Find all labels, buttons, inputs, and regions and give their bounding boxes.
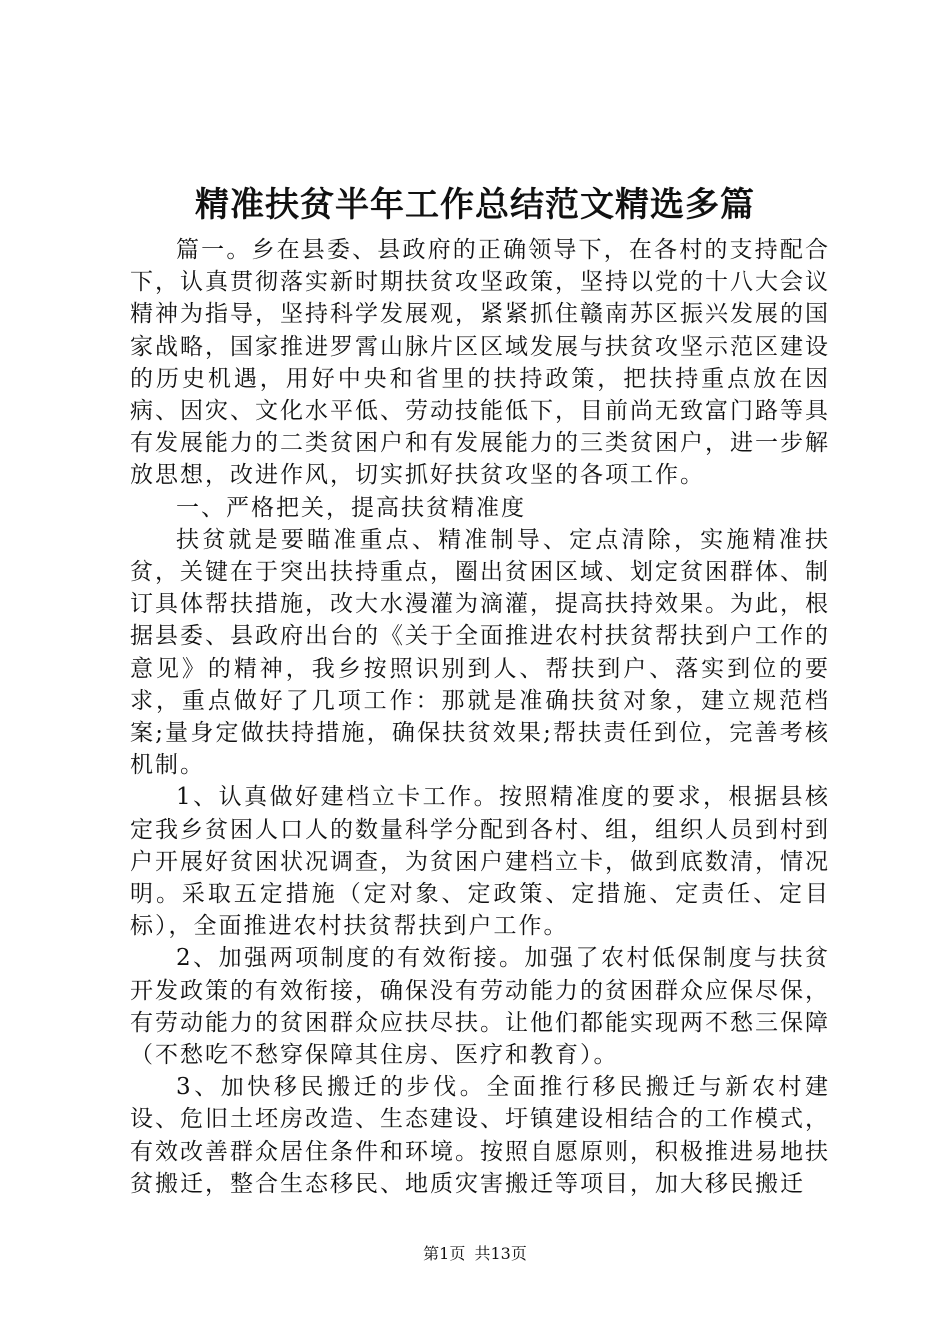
paragraph-item-1: 1、认真做好建档立卡工作。按照精准度的要求，根据县核定我乡贫困人口人的数量科学分配到各村、组，组织人员到村到户开展好贫困状况调查，为贫困户建档立卡，做到底数清，情况明。采取五定措施（定对象、定政策、定措施、定责任、定目标），全面推进农村扶贫帮扶到户工作。	[130, 784, 830, 940]
section-heading-1: 一、严格把关，提高扶贫精准度	[176, 494, 526, 521]
paragraph-item-3: 3、加快移民搬迁的步伐。全面推行移民搬迁与新农村建设、危旧土坯房改造、生态建设、圩镇建设相结合的工作模式，有效改善群众居住条件和环境。按照自愿原则，积极推进易地扶贫搬迁，整合生态移民、地质灾害搬迁等项目，加大移民搬迁	[130, 1074, 830, 1197]
document-title: 精准扶贫半年工作总结范文精选多篇	[195, 185, 755, 225]
page-total: 共13页	[474, 1244, 527, 1263]
page-footer	[0, 1244, 950, 1264]
paragraph-intro: 篇一。乡在县委、县政府的正确领导下，在各村的支持配合下，认真贯彻落实新时期扶贫攻坚政策，坚持以党的十八大会议精神为指导，坚持科学发展观，紧紧抓住赣南苏区振兴发展的国家战略，国家推进罗霄山脉片区区域发展与扶贫攻坚示范区建设的历史机遇，用好中央和省里的扶持政策，把扶持重点放在因病、因灾、文化水平低、劳动技能低下，目前尚无致富门路等具有发展能力的二类贫困户和有发展能力的三类贫困户，进一步解放思想，改进作风，切实抓好扶贫攻坚的各项工作。	[130, 237, 830, 489]
page-number: 第1页	[423, 1244, 466, 1263]
paragraph-precision: 扶贫就是要瞄准重点、精准制导、定点清除，实施精准扶贫，关键在于突出扶持重点，圈出贫困区域、划定贫困群体、制订具体帮扶措施，改大水漫灌为滴灌，提高扶持效果。为此，根据县委、县政府出台的《关于全面推进农村扶贫帮扶到户工作的意见》的精神，我乡按照识别到人、帮扶到户、落实到位的要求，重点做好了几项工作：那就是准确扶贫对象，建立规范档案;量身定做扶持措施，确保扶贫效果;帮扶责任到位，完善考核机制。	[130, 526, 830, 779]
paragraph-item-2: 2、加强两项制度的有效衔接。加强了农村低保制度与扶贫开发政策的有效衔接，确保没有劳动能力的贫困群众应保尽保，有劳动能力的贫困群众应扶尽扶。让他们都能实现两不愁三保障（不愁吃不愁穿保障其住房、医疗和教育）。	[130, 945, 830, 1069]
document-body	[130, 234, 830, 1200]
